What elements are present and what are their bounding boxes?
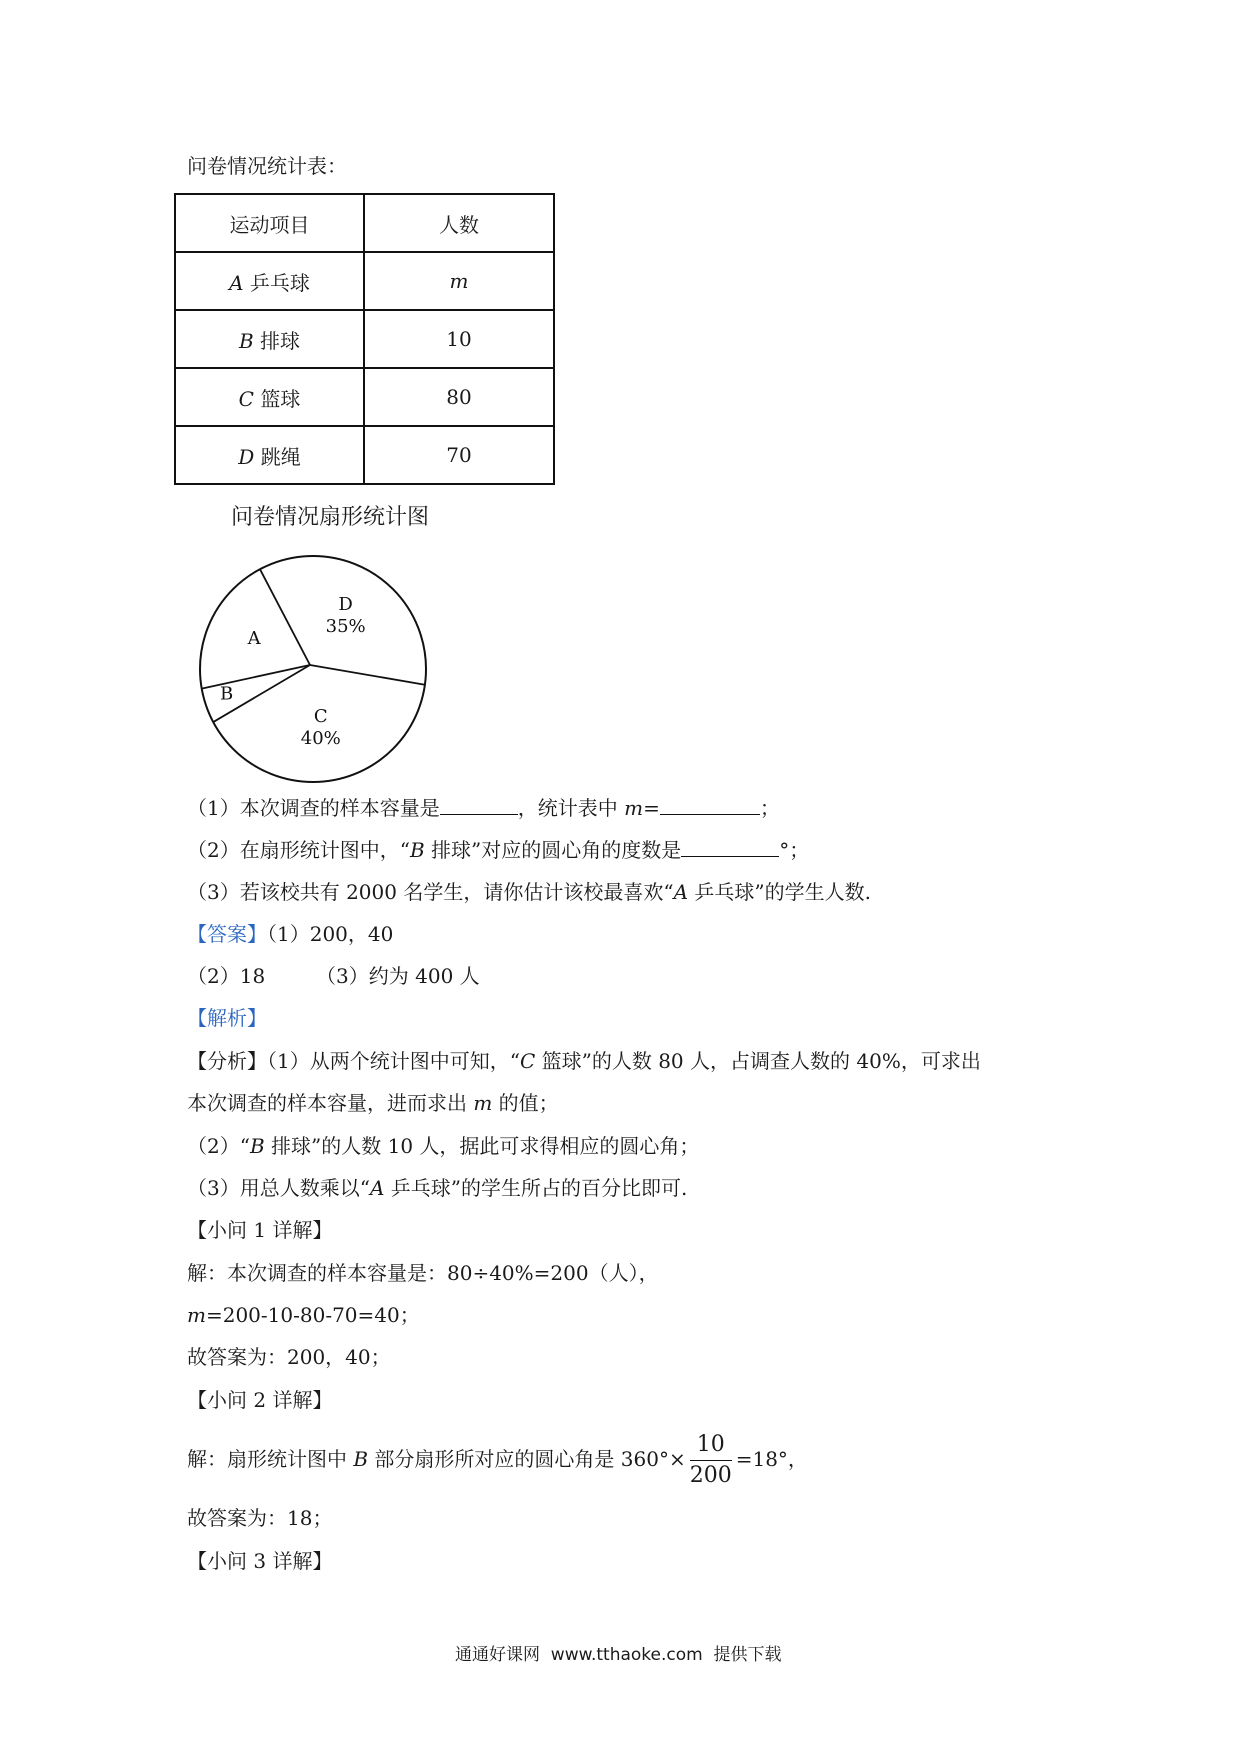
cell-count: 70 bbox=[364, 426, 554, 484]
pie-slice-boundary-a bbox=[202, 665, 310, 689]
pie-percent-d: 35% bbox=[325, 616, 366, 638]
blank-sample-size bbox=[440, 796, 518, 815]
detail-2-heading: 【小问 2 详解】 bbox=[187, 1388, 333, 1412]
header-sport: 运动项目 bbox=[175, 194, 364, 252]
detail-3-heading: 【小问 3 详解】 bbox=[187, 1549, 333, 1573]
fraction: $\frac{10}{200}$ bbox=[689, 1432, 732, 1488]
pie-chart bbox=[190, 555, 440, 795]
table-row bbox=[175, 368, 554, 426]
table-row bbox=[175, 426, 554, 484]
question-2: （2）在扇形统计图中，“B 排球”对应的圆心角的度数是 °； bbox=[187, 838, 810, 862]
table-header-row bbox=[175, 194, 554, 252]
cell-sport: A 乒乓球 bbox=[175, 252, 364, 310]
question-1: （1）本次调查的样本容量是 ，统计表中 m= ； bbox=[187, 796, 780, 820]
blank-angle bbox=[681, 838, 779, 857]
statistics-table bbox=[174, 193, 555, 485]
answer-line-2: （2）18 （3）约为 400 人 bbox=[187, 964, 480, 988]
cell-sport: C 篮球 bbox=[175, 368, 364, 426]
answer-label: 【答案】 bbox=[187, 922, 267, 946]
blank-m bbox=[660, 796, 760, 815]
table-row bbox=[175, 252, 554, 310]
cell-count: 10 bbox=[364, 310, 554, 368]
analysis-p1-cont: 本次调查的样本容量，进而求出 m 的值； bbox=[187, 1091, 559, 1115]
cell-sport: D 跳绳 bbox=[175, 426, 364, 484]
analysis-p1: 【分析】（1）从两个统计图中可知，“C 篮球”的人数 80 人，占调查人数的 40%，可求出 bbox=[187, 1049, 981, 1073]
analysis-p2: （2）“B 排球”的人数 10 人，据此可求得相应的圆心角； bbox=[187, 1134, 700, 1158]
pie-label-c: C bbox=[313, 706, 328, 728]
analysis-p3: （3）用总人数乘以“A 乒乓球”的学生所占的百分比即可. bbox=[187, 1176, 688, 1200]
table-row bbox=[175, 310, 554, 368]
pie-label-a: A bbox=[247, 627, 261, 649]
answer-line-1: 【答案】（1）200，40 bbox=[187, 922, 394, 946]
cell-count: m bbox=[364, 252, 554, 310]
pie-chart-title: 问卷情况扇形统计图 bbox=[231, 505, 430, 530]
detail-1-heading: 【小问 1 详解】 bbox=[187, 1218, 333, 1242]
header-count: 人数 bbox=[364, 194, 554, 252]
detail-2-line-2: 故答案为：18； bbox=[187, 1506, 333, 1530]
table-title: 问卷情况统计表： bbox=[187, 154, 347, 178]
detail-2-line-1: 解：扇形统计图中 B 部分扇形所对应的圆心角是 360°× $\frac{10}{200}$ =18°， bbox=[187, 1432, 808, 1488]
pie-label-d: D bbox=[338, 594, 353, 616]
cell-count: 80 bbox=[364, 368, 554, 426]
pie-slice-boundary-d bbox=[260, 569, 310, 665]
pie-percent-c: 40% bbox=[300, 728, 341, 750]
pie-label-b: B bbox=[220, 683, 234, 705]
footer-text: 通通好课网 www.tthaoke.com 提供下载 bbox=[455, 1645, 782, 1665]
pie-slice-boundary-c bbox=[310, 665, 425, 685]
cell-sport: B 排球 bbox=[175, 310, 364, 368]
analysis-label: 【解析】 bbox=[187, 1006, 267, 1030]
detail-1-line-3: 故答案为：200，40； bbox=[187, 1345, 391, 1369]
question-3: （3）若该校共有 2000 名学生，请你估计该校最喜欢“A 乒乓球”的学生人数. bbox=[187, 880, 871, 904]
detail-1-line-1: 解：本次调查的样本容量是：80÷40%=200（人）， bbox=[187, 1261, 659, 1285]
detail-1-line-2: m=200-10-80-70=40； bbox=[187, 1303, 420, 1327]
